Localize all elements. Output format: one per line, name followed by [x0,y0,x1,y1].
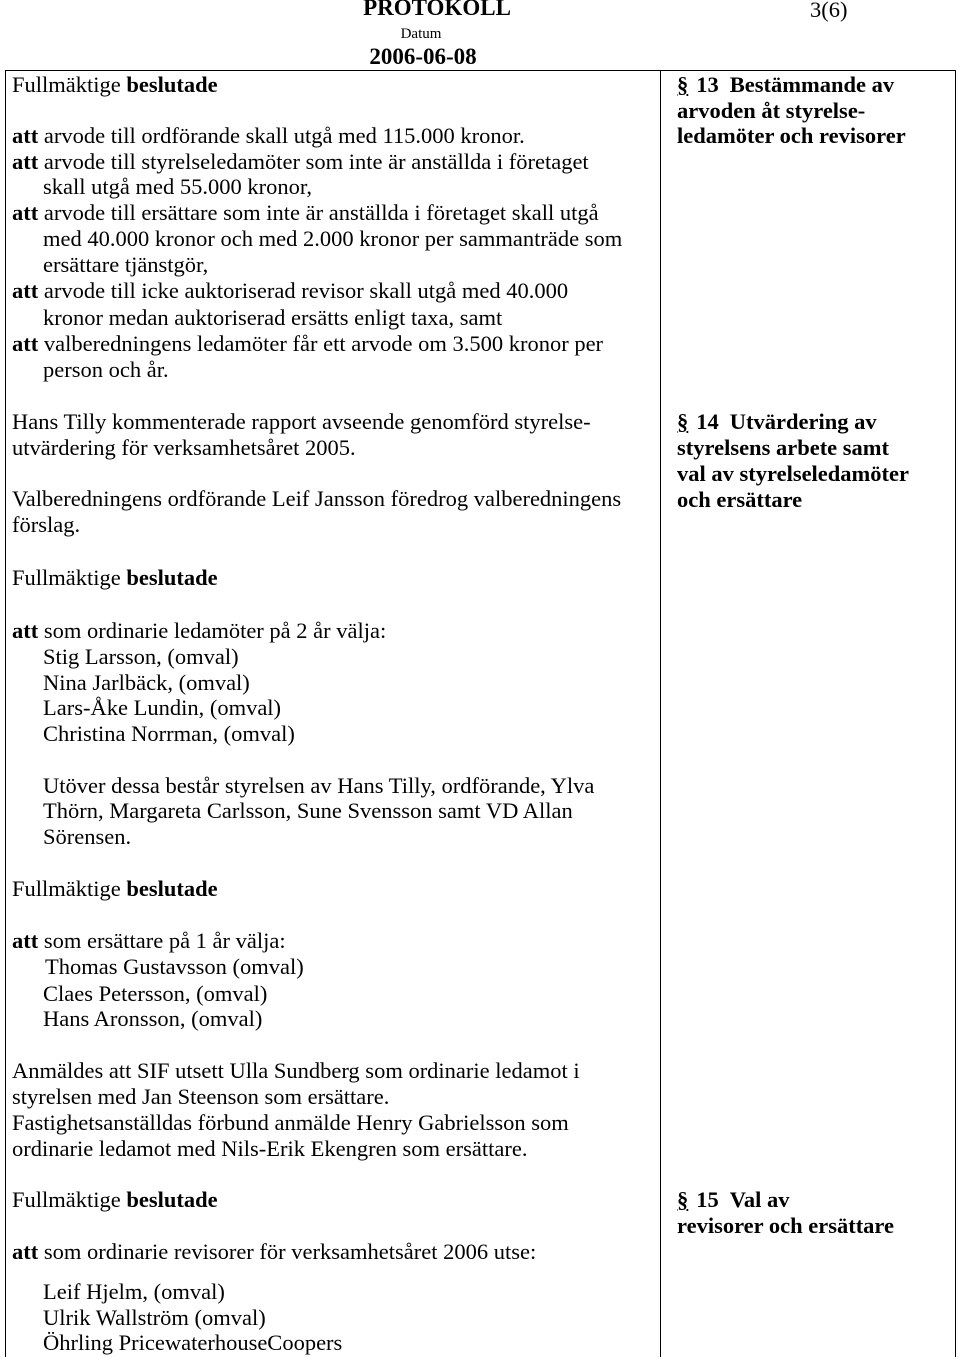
clause-att-keyword: att [12,200,39,225]
section-number: 15 [696,1187,719,1212]
section-heading [677,72,894,98]
column-divider [660,70,661,1357]
board-note-line: Thörn, Margareta Carlsson, Sune Svensson samt VD Allan [43,798,573,823]
date-label: Datum [400,26,442,42]
decision-heading [12,72,218,98]
clause-text: arvode till icke auktoriserad revisor skall utgå med 40.000 [43,278,569,303]
clause-line [12,1239,536,1265]
name-list-item: Nina Jarlbäck, (omval) [43,670,250,695]
clause-att-keyword: att [12,278,39,303]
clause-line [12,928,286,954]
clause-line [12,200,599,226]
name-list-item: Claes Petersson, (omval) [43,981,268,1006]
decision-heading [12,1187,218,1213]
section-number: 14 [696,409,719,434]
paragraph-line: utvärdering för verksamhetsåret 2005. [12,435,356,460]
decision-verb: beslutade [126,1187,218,1212]
clause-line [12,618,386,644]
section-heading [677,409,877,435]
clause-continuation: ersättare tjänstgör, [43,252,209,277]
clause-continuation: person och år. [43,357,169,382]
board-note-line: Sörensen. [43,824,132,849]
section-sign: § [677,72,689,97]
clause-line [12,278,568,304]
name-list-item: Öhrling PricewaterhouseCoopers [43,1330,343,1355]
decision-verb: beslutade [126,72,218,97]
name-list-item: Ulrik Wallström (omval) [43,1305,266,1330]
clause-text: som ersättare på 1 år välja: [43,928,286,953]
decision-verb: beslutade [126,876,218,901]
clause-text: valberedningens ledamöter får ett arvode om 3.500 kronor per [43,331,604,356]
clause-att-keyword: att [12,149,39,174]
decision-lead: Fullmäktige [12,1187,121,1212]
section-heading [677,1187,790,1213]
section-title-line: och ersättare [677,487,803,512]
decision-heading [12,565,218,591]
section-title-line: Utvärdering av [729,409,877,434]
name-list-item: Leif Hjelm, (omval) [43,1279,225,1304]
table-right-border [955,70,956,1357]
clause-text: som ordinarie ledamöter på 2 år välja: [43,618,387,643]
section-title-line: ledamöter och revisorer [677,123,906,148]
name-list-item: Christina Norrman, (omval) [43,721,295,746]
paragraph-line: Hans Tilly kommenterade rapport avseende genomförd styrelse- [12,409,591,434]
clause-line [12,149,589,175]
section-title-line: val av styrelseledamöter [677,461,910,486]
section-title-line: arvoden åt styrelse- [677,98,866,123]
section-sign: § [677,409,689,434]
clause-continuation: skall utgå med 55.000 kronor, [43,174,313,199]
clause-continuation: kronor medan auktoriserad ersätts enligt taxa, samt [43,305,503,330]
paragraph-line: Valberedningens ordförande Leif Jansson föredrog valberedningens [12,486,622,511]
clause-text: som ordinarie revisorer för verksamhetsåret 2006 utse: [43,1239,537,1264]
section-title-line: styrelsens arbete samt [677,435,890,460]
announcement-line: Anmäldes att SIF utsett Ulla Sundberg som ordinarie ledamot i [12,1058,580,1083]
name-list-item: Stig Larsson, (omval) [43,644,239,669]
clause-line [12,123,525,149]
decision-lead: Fullmäktige [12,565,121,590]
announcement-line: ordinarie ledamot med Nils-Erik Ekengren som ersättare. [12,1136,528,1161]
document-title: PROTOKOLL [363,0,511,20]
clause-att-keyword: att [12,331,39,356]
announcement-line: styrelsen med Jan Steenson som ersättare. [12,1084,390,1109]
clause-text: arvode till ordförande skall utgå med 115.000 kronor. [43,123,525,148]
name-list-item: Lars-Åke Lundin, (omval) [43,695,282,720]
section-sign: § [677,1187,689,1212]
clause-text: arvode till ersättare som inte är anställda i företaget skall utgå [43,200,599,225]
clause-att-keyword: att [12,618,39,643]
section-title-line: revisorer och ersättare [677,1213,895,1238]
section-number: 13 [696,72,719,97]
clause-att-keyword: att [12,928,39,953]
decision-heading [12,876,218,902]
date-value: 2006-06-08 [369,44,477,69]
section-title-line: Bestämmande av [729,72,895,97]
paragraph-line: förslag. [12,512,81,537]
page-number: 3(6) [810,0,848,22]
clause-continuation: med 40.000 kronor och med 2.000 kronor per sammanträde som [43,226,623,251]
board-note-line: Utöver dessa består styrelsen av Hans Tilly, ordförande, Ylva [43,773,595,798]
name-list-item: Thomas Gustavsson (omval) [45,954,304,979]
clause-line [12,331,603,357]
section-title-line: Val av [729,1187,790,1212]
table-top-border [5,70,956,71]
decision-lead: Fullmäktige [12,876,121,901]
decision-lead: Fullmäktige [12,72,121,97]
table-left-border [5,70,6,1357]
clause-text: arvode till styrelseledamöter som inte är anställda i företaget [43,149,589,174]
announcement-line: Fastighetsanställdas förbund anmälde Henry Gabrielsson som [12,1110,569,1135]
clause-att-keyword: att [12,123,39,148]
clause-att-keyword: att [12,1239,39,1264]
decision-verb: beslutade [126,565,218,590]
name-list-item: Hans Aronsson, (omval) [43,1006,263,1031]
